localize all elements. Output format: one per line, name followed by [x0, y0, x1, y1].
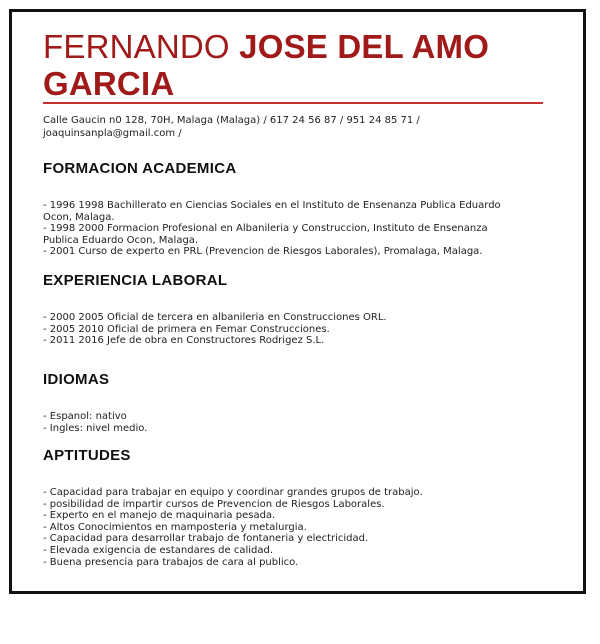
section-title-aptitudes: APTITUDES [43, 447, 131, 464]
list-item: - Elevada exigencia de estandares de calidad. [43, 544, 274, 556]
list-item: - 1998 2000 Formacion Profesional en Albanileria y Construccion, Instituto de Ensenanza [43, 223, 488, 235]
last-name-part-1: JOSE DEL AMO [239, 28, 490, 65]
formacion-list [43, 200, 533, 258]
header-divider [43, 102, 543, 104]
section-title-formacion: FORMACION ACADEMICA [43, 160, 237, 177]
experiencia-list [43, 312, 533, 347]
list-item: - Espanol: nativo [43, 411, 127, 422]
contact-info [43, 114, 523, 140]
list-item: - 2005 2010 Oficial de primera en Femar Construcciones. [43, 323, 330, 335]
list-item: - 2011 2016 Jefe de obra en Constructores Rodrigez S.L. [43, 335, 325, 347]
contact-line-email: joaquinsanpla@gmail.com / [43, 128, 182, 139]
list-item: Publica Eduardo Ocon, Malaga. [43, 234, 199, 246]
list-item: - Altos Conocimientos en mamposteria y metalurgia. [43, 521, 307, 533]
list-item: - 2000 2005 Oficial de tercera en albanileria en Construcciones ORL. [43, 312, 387, 323]
list-item: - Experto en el manejo de maquinaria pesada. [43, 510, 276, 522]
first-name: FERNANDO [43, 28, 230, 65]
candidate-name [43, 28, 543, 102]
aptitudes-list [43, 487, 533, 568]
section-title-idiomas: IDIOMAS [43, 371, 110, 388]
list-item: - 1996 1998 Bachillerato en Ciencias Sociales en el Instituto de Ensenanza Publica Eduardo [43, 200, 501, 211]
name-line-1 [43, 28, 543, 65]
list-item: - Capacidad para desarrollar trabajo de fontaneria y electricidad. [43, 533, 369, 545]
list-item: - posibilidad de impartir cursos de Prevencion de Riesgos Laborales. [43, 498, 385, 510]
name-line-2 [43, 65, 543, 102]
list-item: - Buena presencia para trabajos de cara al publico. [43, 556, 299, 568]
list-item: - Capacidad para trabajar en equipo y coordinar grandes grupos de trabajo. [43, 487, 423, 498]
contact-line-address-phones: Calle Gaucin n0 128, 70H, Malaga (Malaga) / 617 24 56 87 / 951 24 85 71 / [43, 115, 420, 126]
last-name-part-2: GARCIA [43, 65, 175, 102]
list-item: - Ingles: nivel medio. [43, 422, 148, 434]
list-item: - 2001 Curso de experto en PRL (Prevencion de Riesgos Laborales), Promalaga, Malaga. [43, 246, 483, 258]
list-item: Ocon, Malaga. [43, 211, 115, 223]
idiomas-list [43, 411, 533, 434]
section-title-experiencia: EXPERIENCIA LABORAL [43, 272, 228, 289]
